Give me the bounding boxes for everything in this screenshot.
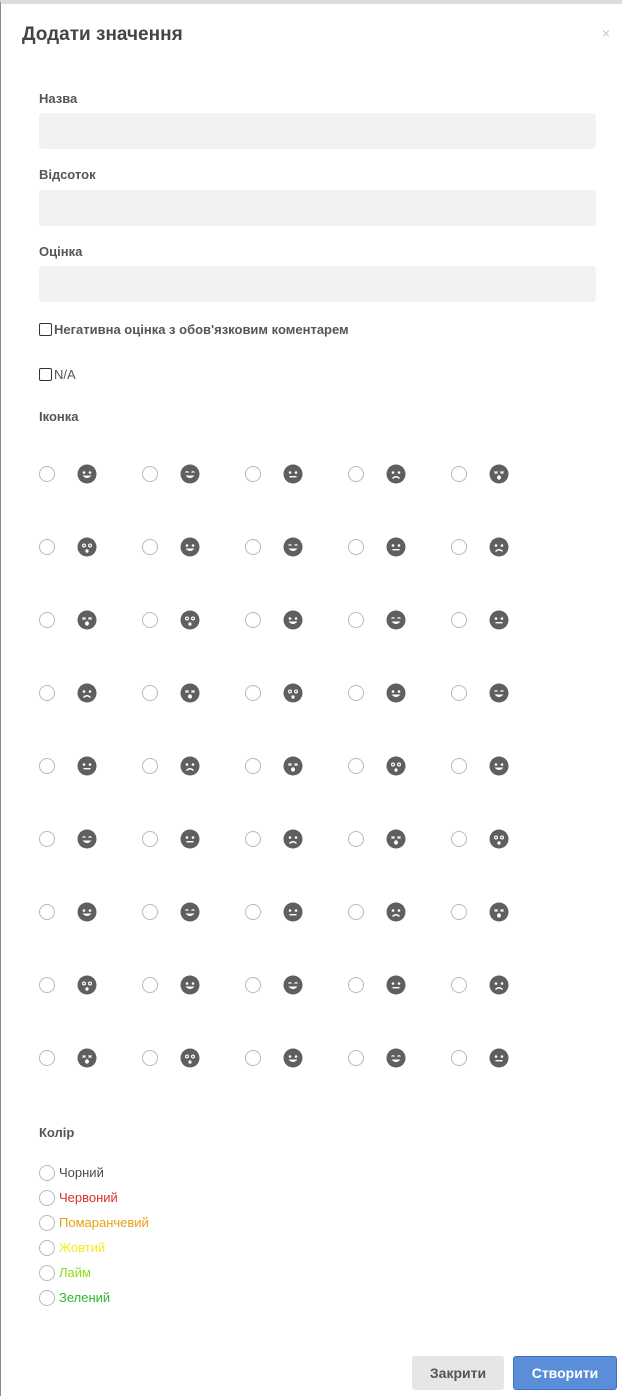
icon-section-label: Іконка	[39, 409, 79, 424]
flushed-icon	[283, 902, 303, 922]
icon-row	[39, 948, 559, 1021]
grin-squint-tears-icon	[283, 464, 303, 484]
icon-option[interactable]	[451, 537, 554, 557]
icon-option[interactable]	[142, 975, 245, 995]
icon-option[interactable]	[348, 537, 451, 557]
icon-option[interactable]	[142, 829, 245, 849]
laugh-icon	[489, 464, 509, 484]
modal-title: Додати значення	[22, 24, 183, 45]
grimacing-teeth-icon	[489, 829, 509, 849]
color-list	[39, 1160, 149, 1310]
color-option-label: Чорний	[59, 1165, 104, 1180]
icon-radio[interactable]	[348, 758, 364, 774]
icon-radio[interactable]	[142, 977, 158, 993]
icon-option[interactable]	[39, 756, 142, 776]
dizzy-open-icon	[489, 1048, 509, 1068]
icon-option[interactable]	[39, 975, 142, 995]
create-button[interactable]: Створити	[513, 1356, 617, 1390]
color-option-label: Помаранчевий	[59, 1215, 149, 1230]
icon-radio[interactable]	[348, 612, 364, 628]
icon-option[interactable]	[39, 610, 142, 630]
close-icon[interactable]: ×	[601, 25, 610, 41]
icon-radio[interactable]	[348, 977, 364, 993]
percent-input[interactable]	[39, 190, 596, 226]
icon-option[interactable]	[142, 683, 245, 703]
percent-label: Відсоток	[39, 167, 96, 182]
grimace-icon	[386, 829, 406, 849]
grin-wide-icon	[489, 902, 509, 922]
icon-radio[interactable]	[451, 758, 467, 774]
wink-icon	[489, 537, 509, 557]
grin-tongue-icon	[180, 610, 200, 630]
color-option-label: Зелений	[59, 1290, 111, 1305]
icon-option[interactable]	[245, 464, 348, 484]
icon-radio[interactable]	[245, 612, 261, 628]
grin-hearts-icon	[386, 610, 406, 630]
tired-eyes-icon	[180, 829, 200, 849]
score-input[interactable]	[39, 266, 596, 302]
icon-option[interactable]	[39, 683, 142, 703]
icon-option[interactable]	[245, 683, 348, 703]
icon-radio[interactable]	[348, 831, 364, 847]
confused-icon	[283, 829, 303, 849]
na-label: N/A	[54, 367, 76, 382]
icon-option[interactable]	[245, 829, 348, 849]
color-option[interactable]	[39, 1285, 149, 1310]
na-checkbox-row[interactable]	[39, 367, 76, 382]
expressionless-icon	[283, 683, 303, 703]
color-radio[interactable]	[39, 1265, 55, 1281]
icon-radio[interactable]	[142, 539, 158, 555]
icon-option[interactable]	[348, 683, 451, 703]
grimace-teeth-icon	[77, 975, 97, 995]
icon-radio[interactable]	[451, 904, 467, 920]
icon-radio[interactable]	[451, 612, 467, 628]
color-option-label: Червоний	[59, 1190, 118, 1205]
icon-option[interactable]	[245, 902, 348, 922]
grin-tongue-wink-icon	[283, 610, 303, 630]
color-radio[interactable]	[39, 1165, 55, 1181]
icon-option[interactable]	[348, 975, 451, 995]
sleepy-icon	[283, 756, 303, 776]
icon-option[interactable]	[451, 829, 554, 849]
icon-radio[interactable]	[39, 466, 55, 482]
icon-radio[interactable]	[245, 685, 261, 701]
score-label: Оцінка	[39, 244, 83, 259]
icon-option[interactable]	[142, 537, 245, 557]
icon-option[interactable]	[451, 1048, 554, 1068]
negative-score-checkbox-row[interactable]	[39, 322, 349, 337]
sad-icon	[489, 756, 509, 776]
color-radio[interactable]	[39, 1240, 55, 1256]
icon-option[interactable]	[348, 1048, 451, 1068]
meh-icon	[180, 683, 200, 703]
icon-radio[interactable]	[245, 904, 261, 920]
icon-radio[interactable]	[39, 539, 55, 555]
fearful-icon	[77, 1048, 97, 1068]
icon-radio[interactable]	[39, 831, 55, 847]
frown-icon	[180, 756, 200, 776]
icon-option[interactable]	[348, 756, 451, 776]
icon-radio[interactable]	[245, 1050, 261, 1066]
smile-icon	[386, 464, 406, 484]
grin-stars-icon	[489, 610, 509, 630]
close-button[interactable]: Закрити	[412, 1356, 504, 1390]
icon-radio[interactable]	[245, 758, 261, 774]
surprise-icon	[386, 975, 406, 995]
icon-option[interactable]	[39, 537, 142, 557]
frown-open-icon	[489, 683, 509, 703]
icon-radio[interactable]	[142, 904, 158, 920]
worried-icon	[180, 902, 200, 922]
icon-radio[interactable]	[39, 977, 55, 993]
dizzy-icon	[77, 902, 97, 922]
name-label: Назва	[39, 91, 78, 106]
color-option-label: Жовтий	[59, 1240, 106, 1255]
color-section-label: Колір	[39, 1125, 75, 1140]
icon-radio[interactable]	[142, 1050, 158, 1066]
icon-radio[interactable]	[348, 904, 364, 920]
icon-option[interactable]	[348, 610, 451, 630]
icon-radio[interactable]	[348, 1050, 364, 1066]
icon-radio[interactable]	[451, 539, 467, 555]
icon-option[interactable]	[39, 902, 142, 922]
color-option[interactable]	[39, 1185, 149, 1210]
color-option-label: Лайм	[59, 1265, 91, 1280]
blush-icon	[77, 610, 97, 630]
icon-radio[interactable]	[451, 1050, 467, 1066]
laugh-squint-icon	[180, 537, 200, 557]
icon-row	[39, 656, 559, 729]
icon-radio[interactable]	[451, 466, 467, 482]
icon-radio[interactable]	[39, 685, 55, 701]
icon-option[interactable]	[451, 683, 554, 703]
devil-icon	[386, 537, 406, 557]
icon-option[interactable]	[142, 464, 245, 484]
sad-cry-icon	[283, 975, 303, 995]
astonished-icon	[489, 975, 509, 995]
icon-radio[interactable]	[451, 685, 467, 701]
sweat-icon	[77, 756, 97, 776]
icon-row	[39, 802, 559, 875]
icon-option[interactable]	[142, 610, 245, 630]
icon-option[interactable]	[451, 902, 554, 922]
icon-radio[interactable]	[245, 977, 261, 993]
icon-radio[interactable]	[142, 831, 158, 847]
icon-option[interactable]	[142, 902, 245, 922]
icon-row	[39, 875, 559, 948]
color-radio[interactable]	[39, 1190, 55, 1206]
icon-radio[interactable]	[39, 612, 55, 628]
icon-option[interactable]	[451, 610, 554, 630]
icon-radio[interactable]	[348, 466, 364, 482]
icon-row	[39, 1021, 559, 1094]
color-option[interactable]	[39, 1235, 149, 1260]
icon-radio[interactable]	[348, 685, 364, 701]
icon-option[interactable]	[245, 610, 348, 630]
icon-option[interactable]	[348, 902, 451, 922]
icon-option[interactable]	[245, 537, 348, 557]
unamused-icon	[386, 683, 406, 703]
icon-row	[39, 583, 559, 656]
meh-blank-icon	[180, 975, 200, 995]
negative-score-label: Негативна оцінка з обов'язковим коментарем	[54, 322, 349, 337]
icon-radio[interactable]	[39, 904, 55, 920]
icon-option[interactable]	[245, 975, 348, 995]
icon-option[interactable]	[451, 464, 554, 484]
icon-option[interactable]	[245, 756, 348, 776]
icon-row	[39, 437, 559, 510]
icon-option[interactable]	[39, 464, 142, 484]
tired-icon	[386, 756, 406, 776]
icon-radio[interactable]	[142, 612, 158, 628]
icon-option[interactable]	[451, 756, 554, 776]
weary-icon	[386, 902, 406, 922]
negative-score-checkbox[interactable]	[39, 323, 52, 336]
dizzy-eyes-icon	[283, 1048, 303, 1068]
icon-row	[39, 729, 559, 802]
icon-grid	[39, 437, 559, 1094]
icon-option[interactable]	[348, 464, 451, 484]
halo-icon	[283, 537, 303, 557]
scream-icon	[180, 1048, 200, 1068]
grin-icon	[77, 464, 97, 484]
icon-option[interactable]	[142, 756, 245, 776]
smile-beam-icon	[77, 537, 97, 557]
hushed-icon	[386, 1048, 406, 1068]
grin-beam-icon	[180, 464, 200, 484]
icon-radio[interactable]	[348, 539, 364, 555]
icon-option[interactable]	[39, 829, 142, 849]
icon-row	[39, 510, 559, 583]
icon-radio[interactable]	[142, 758, 158, 774]
icon-option[interactable]	[39, 1048, 142, 1068]
icon-radio[interactable]	[39, 758, 55, 774]
angry-icon	[77, 829, 97, 849]
icon-radio[interactable]	[245, 831, 261, 847]
color-radio[interactable]	[39, 1290, 55, 1306]
icon-option[interactable]	[245, 1048, 348, 1068]
color-radio[interactable]	[39, 1215, 55, 1231]
rolling-eyes-icon	[77, 683, 97, 703]
name-input[interactable]	[39, 113, 596, 149]
icon-radio[interactable]	[451, 977, 467, 993]
color-option[interactable]	[39, 1260, 149, 1285]
color-option[interactable]	[39, 1210, 149, 1235]
icon-radio[interactable]	[142, 685, 158, 701]
icon-radio[interactable]	[39, 1050, 55, 1066]
icon-radio[interactable]	[245, 539, 261, 555]
icon-radio[interactable]	[245, 466, 261, 482]
icon-option[interactable]	[451, 975, 554, 995]
na-checkbox[interactable]	[39, 368, 52, 381]
icon-radio[interactable]	[142, 466, 158, 482]
icon-option[interactable]	[142, 1048, 245, 1068]
icon-radio[interactable]	[451, 831, 467, 847]
icon-option[interactable]	[348, 829, 451, 849]
color-option[interactable]	[39, 1160, 149, 1185]
